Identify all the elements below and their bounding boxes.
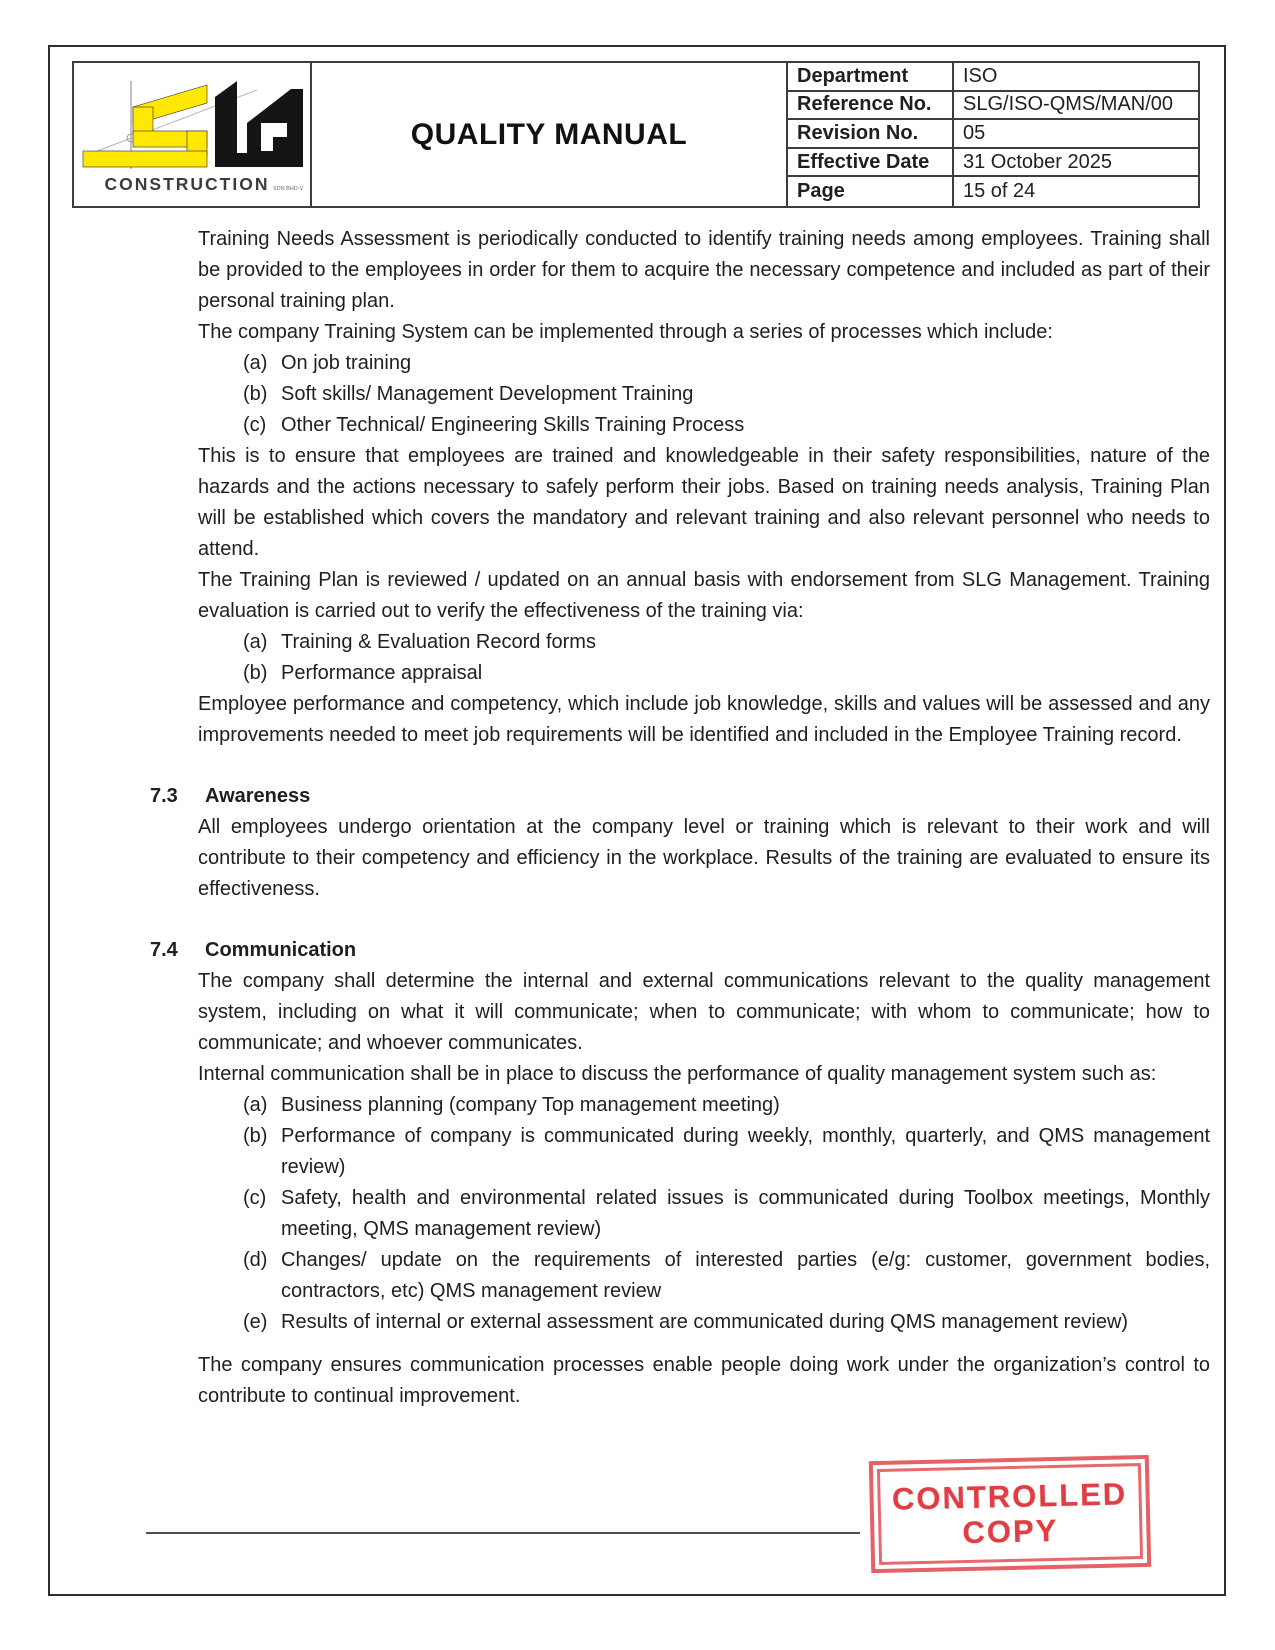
list-item — [243, 658, 1210, 689]
list-item — [243, 1183, 1210, 1245]
list-text: Performance appraisal — [281, 662, 483, 684]
meta-label-page: Page — [788, 177, 954, 206]
document-body — [150, 224, 1210, 1412]
meta-label-department: Department — [788, 63, 954, 92]
paragraph-training-needs: Training Needs Assessment is periodically conducted to identify training needs among employees. Training shall be provided to the employees in order for them to acquire the necessary competence and included as part of their personal training plan. — [198, 228, 1210, 312]
list-text: Performance of company is communicated during weekly, monthly, quarterly, and QMS management review) — [281, 1125, 1210, 1178]
list-marker: (b) — [243, 383, 268, 405]
paragraph-training-plan: The Training Plan is reviewed / updated on an annual basis with endorsement from SLG Management. Training evaluation is carried out to verify the effectiveness of the training via: — [198, 569, 1210, 622]
list-marker: (e) — [243, 1311, 268, 1333]
company-logo — [74, 63, 312, 206]
paragraph-communication-1: The company shall determine the internal and external communications relevant to the quality management system, including on what it will communicate; when to communicate; with whom to communicate; how to communicate; and whoever communicates. — [198, 970, 1210, 1054]
meta-label-revision: Revision No. — [788, 120, 954, 149]
list-item — [243, 627, 1210, 658]
list-text: Training & Evaluation Record forms — [281, 631, 596, 653]
meta-value-page: 15 of 24 — [954, 177, 1198, 206]
paragraph-closing: The company ensures communication processes enable people doing work under the organization’s control to contribute to continual improvement. — [198, 1354, 1210, 1407]
meta-value-revision: 05 — [954, 120, 1198, 149]
paragraph-safety: This is to ensure that employees are trained and knowledgeable in their safety responsibilities, nature of the hazards and the actions necessary to safely perform their jobs. Based on training needs analysis, Training Plan will be established which covers the mandatory and relevant training and also relevant personnel who needs to attend. — [198, 445, 1210, 560]
logo-wordmark: CONSTRUCTION — [104, 174, 270, 194]
list-text: Other Technical/ Engineering Skills Training Process — [281, 414, 745, 436]
list-item — [243, 379, 1210, 410]
list-item — [243, 1307, 1210, 1338]
meta-label-effective-date: Effective Date — [788, 149, 954, 178]
list-marker: (a) — [243, 1094, 268, 1116]
section-title: Communication — [205, 939, 357, 961]
header-table — [72, 61, 1200, 208]
list-text: Results of internal or external assessment are communicated during QMS management review) — [281, 1311, 1129, 1333]
footer-rule — [146, 1532, 860, 1534]
section-title: Awareness — [205, 785, 311, 807]
stamp-inner-border — [877, 1463, 1143, 1565]
list-marker: (a) — [243, 631, 268, 653]
list-item — [243, 348, 1210, 379]
list-item — [243, 410, 1210, 441]
logo-suffix: SDN BHD-V — [273, 186, 304, 192]
list-item — [243, 1090, 1210, 1121]
controlled-copy-stamp — [869, 1455, 1151, 1573]
list-item — [243, 1245, 1210, 1307]
meta-value-effective-date: 31 October 2025 — [954, 149, 1198, 178]
list-text: Safety, health and environmental related issues is communicated during Toolbox meetings, Monthly meeting, QMS management review) — [281, 1187, 1210, 1240]
slg-logo-icon — [75, 69, 309, 205]
meta-value-department: ISO — [954, 63, 1198, 92]
section-heading-awareness — [150, 781, 1210, 812]
list-text: Business planning (company Top management meeting) — [281, 1094, 780, 1116]
document-meta-table — [788, 63, 1198, 206]
section-number: 7.4 — [150, 939, 178, 961]
stamp-text-controlled: CONTROLLED — [891, 1476, 1128, 1517]
list-marker: (b) — [243, 662, 268, 684]
meta-value-reference: SLG/ISO-QMS/MAN/00 — [954, 92, 1198, 121]
stamp-text-copy: COPY — [962, 1512, 1059, 1551]
meta-label-reference: Reference No. — [788, 92, 954, 121]
list-item — [243, 1121, 1210, 1183]
list-text: Changes/ update on the requirements of interested parties (e/g: customer, government bodies, contractors, etc) QMS management review — [281, 1249, 1210, 1302]
document-title: QUALITY MANUAL — [410, 117, 688, 151]
list-marker: (a) — [243, 352, 268, 374]
section-heading-communication — [150, 935, 1210, 966]
list-text: Soft skills/ Management Development Training — [281, 383, 694, 405]
paragraph-performance: Employee performance and competency, which include job knowledge, skills and values will be assessed and any improvements needed to meet job requirements will be identified and included in the Employee Training record. — [198, 693, 1210, 746]
paragraph-communication-2: Internal communication shall be in place to discuss the performance of quality management system such as: — [198, 1063, 1157, 1085]
section-number: 7.3 — [150, 785, 178, 807]
list-marker: (b) — [243, 1125, 268, 1147]
paragraph-awareness: All employees undergo orientation at the company level or training which is relevant to their work and will contribute to their competency and efficiency in the workplace. Results of the training are evaluated to ensure its effectiveness. — [198, 816, 1210, 900]
list-marker: (c) — [243, 414, 267, 436]
paragraph-training-system: The company Training System can be implemented through a series of processes which include: — [198, 321, 1053, 343]
list-marker: (c) — [243, 1187, 267, 1209]
title-cell — [312, 63, 788, 206]
list-marker: (d) — [243, 1249, 268, 1271]
list-text: On job training — [281, 352, 412, 374]
